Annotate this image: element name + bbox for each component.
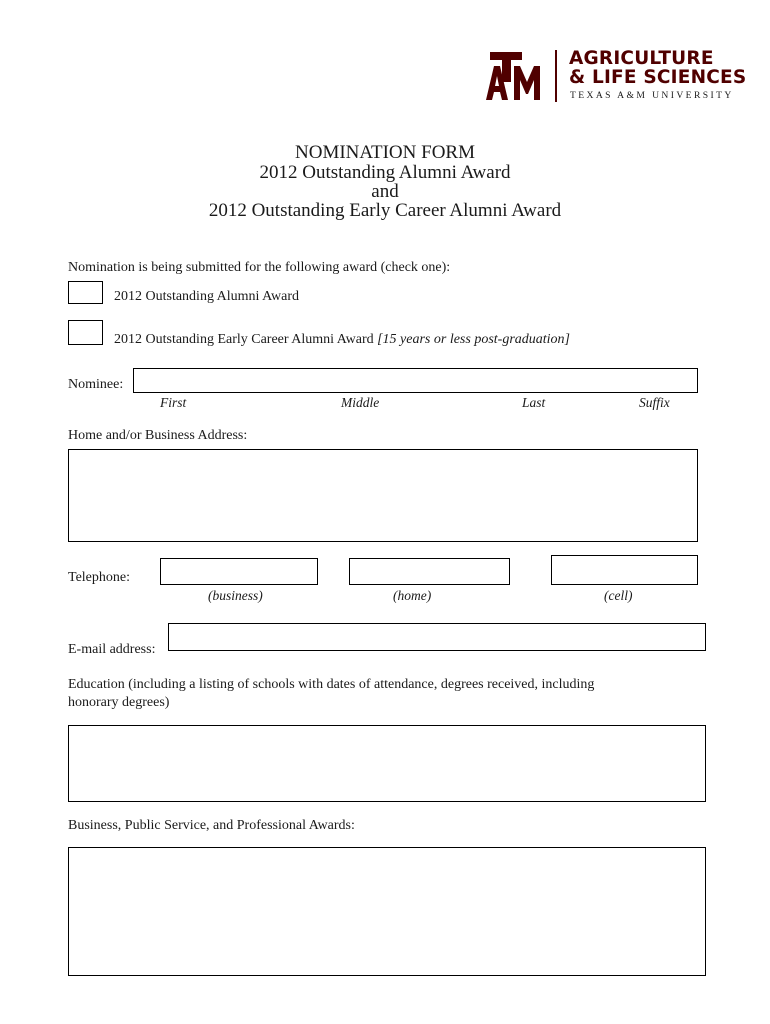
nominee-name-input[interactable] (133, 368, 698, 393)
checkbox-outstanding-alumni[interactable] (68, 281, 103, 304)
form-title: NOMINATION FORM (295, 142, 475, 163)
education-label-line1: Education (including a listing of schools with dates of attendance, degrees received, including (68, 677, 595, 692)
option-early-career-alumni-label (114, 332, 570, 348)
atm-logo-icon (486, 50, 542, 102)
logo-text-university: TEXAS A&M UNIVERSITY (570, 90, 734, 101)
telephone-business-input[interactable] (160, 558, 318, 585)
nominee-label: Nominee: (68, 377, 124, 392)
option-early-career-alumni-text: 2012 Outstanding Early Career Alumni Award (114, 332, 374, 347)
address-label: Home and/or Business Address: (68, 428, 248, 443)
form-subtitle-alumni-award: 2012 Outstanding Alumni Award (259, 162, 511, 183)
logo-divider (555, 50, 557, 102)
nominee-suffix-caption: Suffix (639, 395, 670, 410)
telephone-cell-caption: (cell) (604, 588, 633, 603)
education-input[interactable] (68, 725, 706, 802)
option-early-career-note: [15 years or less post-graduation] (377, 332, 571, 347)
telephone-home-input[interactable] (349, 558, 510, 585)
telephone-cell-input[interactable] (551, 555, 698, 585)
email-label: E-mail address: (68, 642, 156, 657)
checkbox-early-career-alumni[interactable] (68, 320, 103, 345)
nominee-last-caption: Last (522, 395, 546, 410)
logo-text-agriculture: AGRICULTURE (569, 48, 714, 69)
logo-text-life-sciences: & LIFE SCIENCES (569, 67, 747, 88)
option-outstanding-alumni-label: 2012 Outstanding Alumni Award (114, 289, 299, 304)
telephone-home-caption: (home) (393, 588, 432, 603)
telephone-business-caption: (business) (208, 588, 263, 603)
form-subtitle-and: and (371, 181, 399, 202)
awards-input[interactable] (68, 847, 706, 976)
education-label-line2: honorary degrees) (68, 695, 170, 710)
award-selection-prompt: Nomination is being submitted for the following award (check one): (68, 260, 451, 275)
nominee-first-caption: First (160, 395, 187, 410)
form-subtitle-early-career-award: 2012 Outstanding Early Career Alumni Award (208, 200, 562, 221)
nominee-middle-caption: Middle (341, 395, 380, 410)
email-input[interactable] (168, 623, 706, 651)
address-input[interactable] (68, 449, 698, 542)
awards-label: Business, Public Service, and Professional Awards: (68, 818, 355, 833)
telephone-label: Telephone: (68, 570, 130, 585)
